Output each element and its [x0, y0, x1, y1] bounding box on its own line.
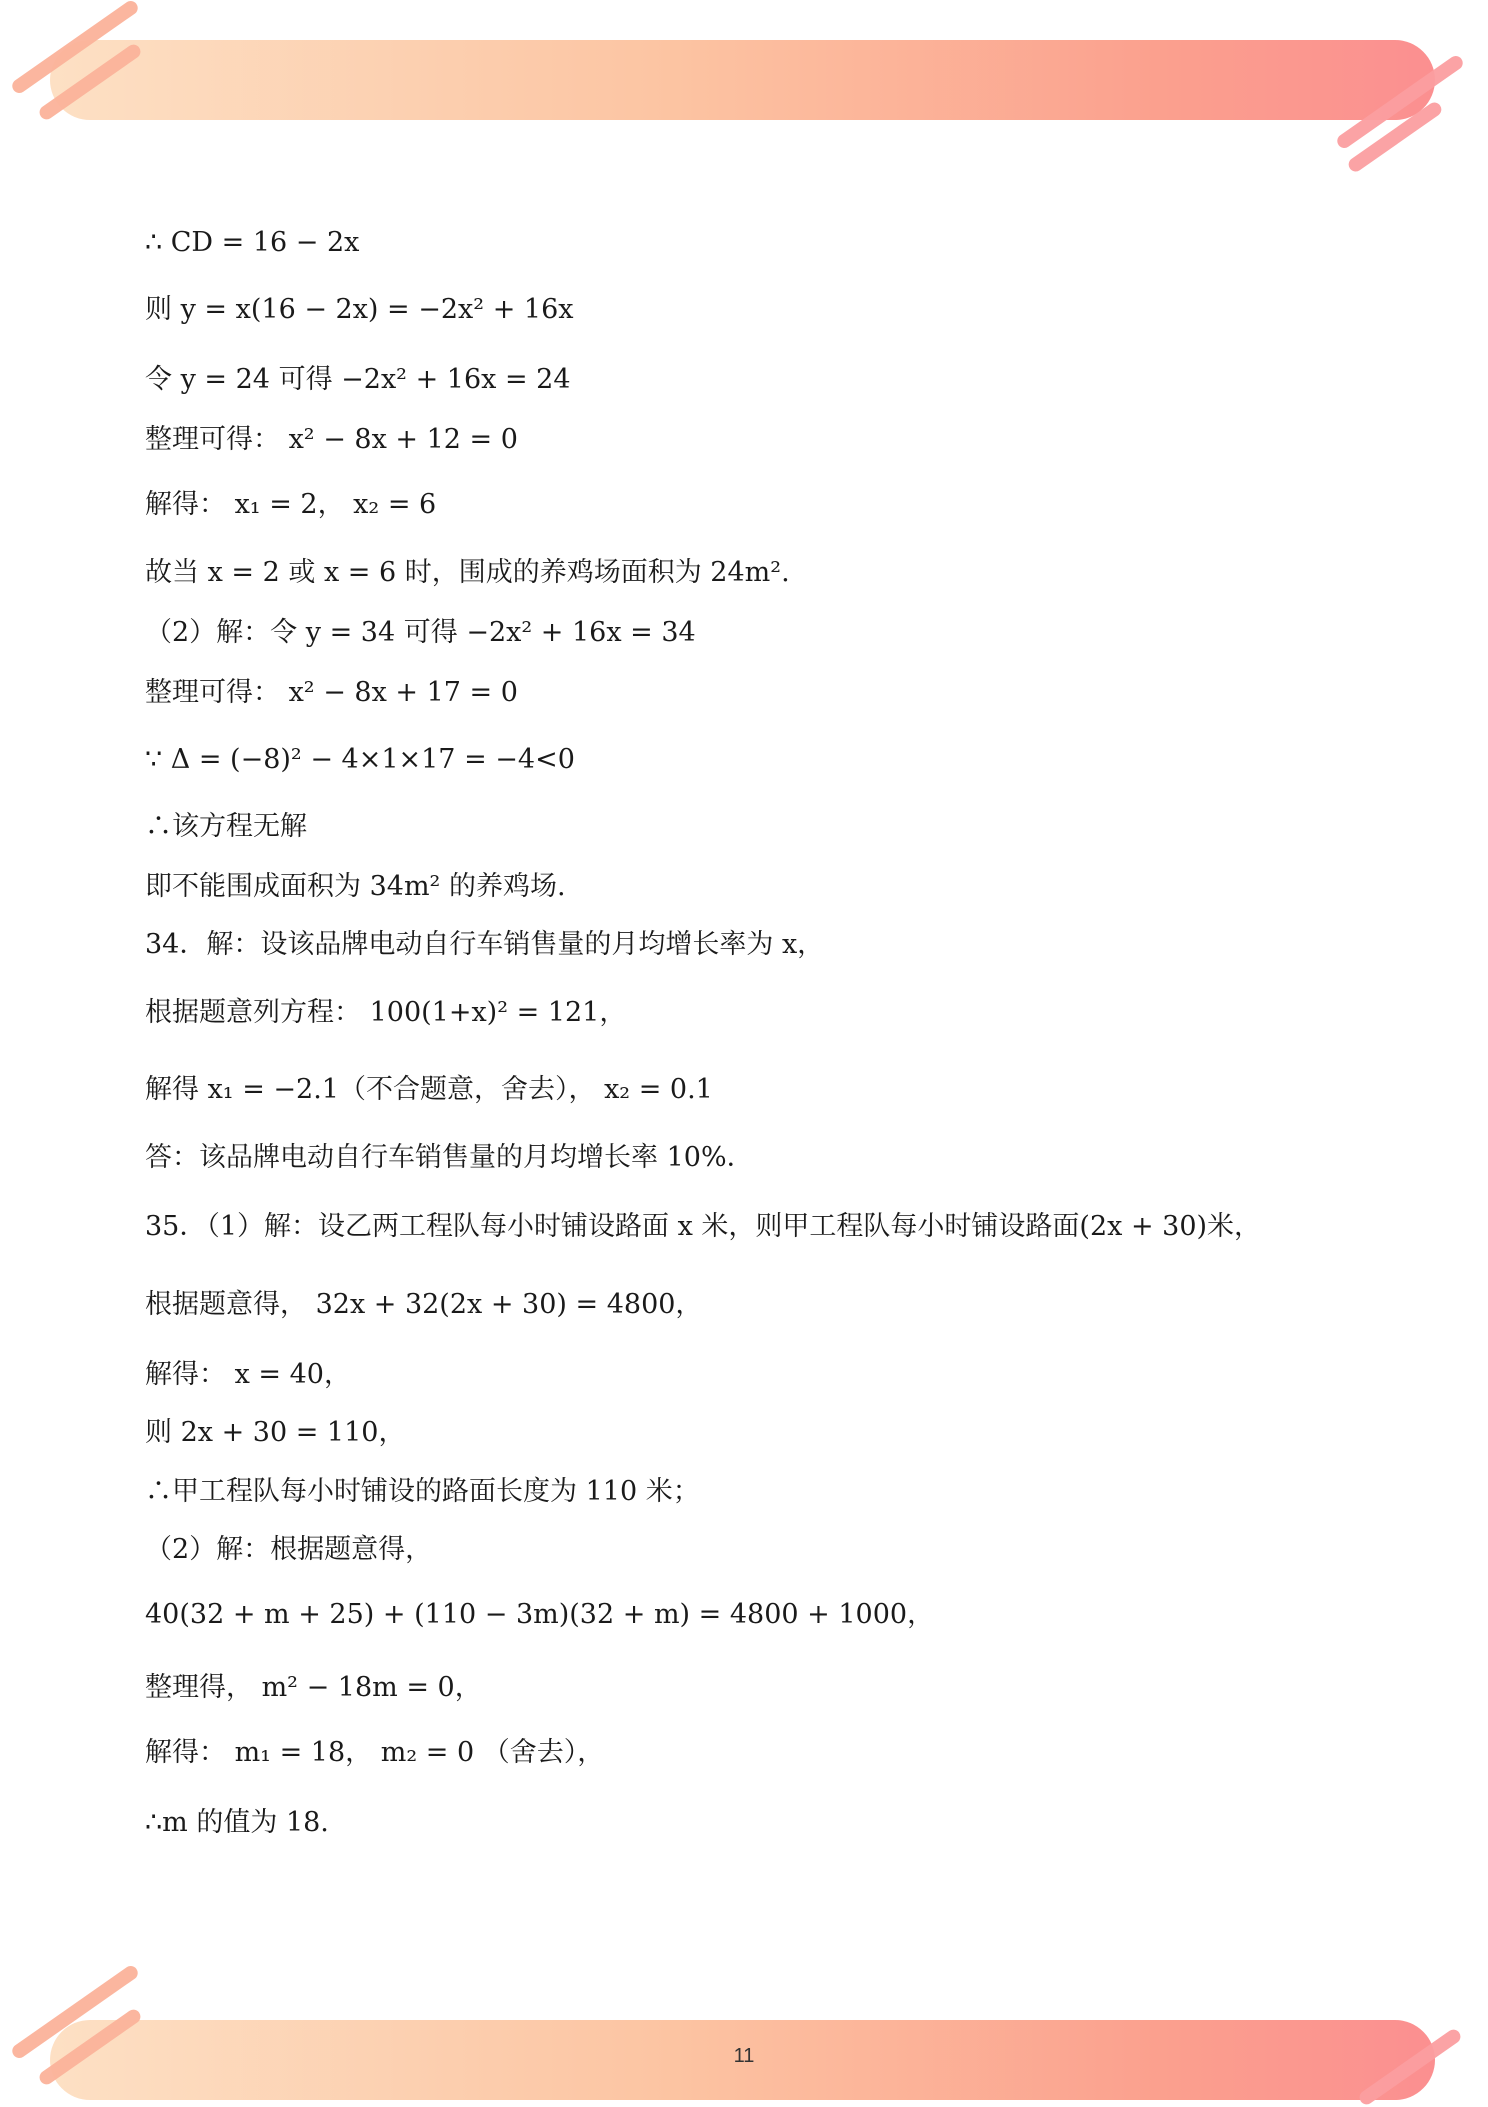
solution-line: 40(32 + m + 25) + (110 − 3m)(32 + m) = 4800 + 1000，: [145, 1599, 935, 1630]
solution-line: 整理可得： x² − 8x + 12 = 0: [145, 424, 518, 455]
solution-line: 解得： x₁ = 2， x₂ = 6: [145, 489, 437, 520]
solution-line: 解得 x₁ = −2.1（不合题意，舍去）， x₂ = 0.1: [145, 1074, 713, 1105]
solution-line: 解得： x = 40，: [145, 1359, 351, 1390]
solution-line: 令 y = 24 可得 −2x² + 16x = 24: [145, 364, 571, 395]
solution-line: 根据题意列方程： 100(1+x)² = 121，: [145, 997, 627, 1028]
solution-line: 整理得， m² − 18m = 0，: [145, 1672, 482, 1703]
question-34-intro: 34．解：设该品牌电动自行车销售量的月均增长率为 x，: [145, 929, 825, 960]
solution-line: 则 2x + 30 = 110，: [145, 1417, 406, 1448]
header-decorative-band: [50, 40, 1435, 120]
solution-line: 答：该品牌电动自行车销售量的月均增长率 10%．: [145, 1142, 754, 1173]
question-35-intro: 35．（1）解：设乙两工程队每小时铺设路面 x 米，则甲工程队每小时铺设路面(2x + 30)米，: [145, 1211, 1262, 1242]
solution-line: （2）解：令 y = 34 可得 −2x² + 16x = 34: [145, 617, 696, 648]
page-number: 11: [733, 2045, 755, 2067]
solution-line: 即不能围成面积为 34m² 的养鸡场.: [145, 871, 566, 902]
solution-line: （2）解：根据题意得，: [145, 1534, 433, 1565]
solution-line: ∵ Δ = (−8)² − 4×1×17 = −4<0: [145, 744, 575, 775]
solution-line: 故当 x = 2 或 x = 6 时，围成的养鸡场面积为 24m².: [145, 557, 790, 588]
solution-line: 解得： m₁ = 18， m₂ = 0 （舍去），: [145, 1737, 605, 1768]
solution-line: ∴ CD = 16 − 2x: [145, 227, 360, 258]
solution-line: 整理可得： x² − 8x + 17 = 0: [145, 677, 518, 708]
solution-line: ∴甲工程队每小时铺设的路面长度为 110 米；: [145, 1476, 700, 1507]
solution-line: 则 y = x(16 − 2x) = −2x² + 16x: [145, 294, 574, 325]
solution-line: ∴m 的值为 18.: [145, 1807, 329, 1838]
solution-line: 根据题意得， 32x + 32(2x + 30) = 4800，: [145, 1289, 703, 1320]
solution-line: ∴该方程无解: [145, 811, 307, 842]
